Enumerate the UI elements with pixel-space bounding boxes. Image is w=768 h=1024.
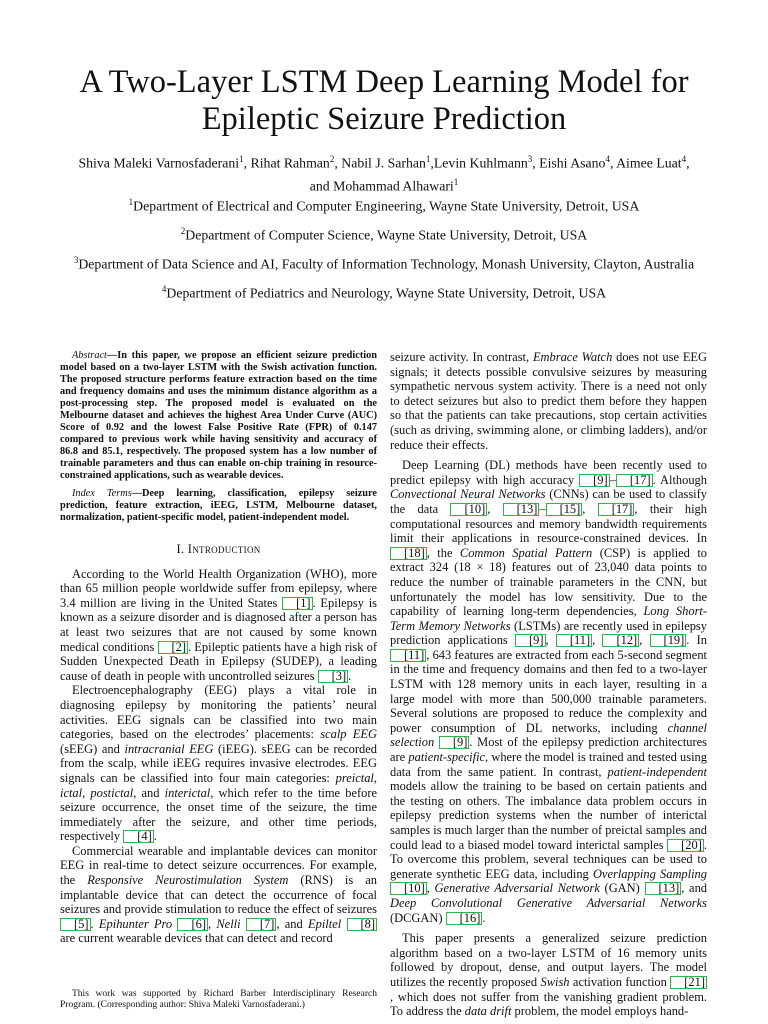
text: , [487,501,503,516]
text: problem, the model employs hand- [511,1004,689,1019]
text: , the [426,545,460,560]
text: This paper presents a generalized seizure prediction algorithm based on a two-layer LSTM of 16 memory units followed by dropout, dense, and output layers. The model utilizes the recently proposed [390,931,707,989]
text: , and [276,916,309,931]
text: , [426,881,435,896]
citation-link[interactable]: [9] [439,736,470,749]
author-name: , Rihat Rahman [243,155,330,171]
italic-term: Embrace Watch [532,350,613,364]
author-name: , Nabil J. Sarhan [334,155,426,171]
text: . Epilepsy is known as a seizure disorder and is diagnosed after a person has at least two seizures that are not caused by some known medical conditions [60,595,377,654]
text: (CNNs) can be used to classify the data [390,487,707,516]
text: Commercial wearable and implantable devices can monitor EEG in real-time to detect seizure occurrences. For example, the [60,843,377,888]
italic-term: Generative Adversarial Network [434,881,600,896]
italic-term: ictal [60,785,83,800]
citation-link[interactable]: [4] [123,830,154,843]
text: . To overcome this problem, several techniques can be used to generate synthetic EEG data, including [390,837,707,881]
paragraph-r1 [390,350,707,452]
text: , which does not suffer from the vanishing gradient problem. To address the [390,989,707,1019]
abstract-text: —In this paper, we propose an efficient seizure prediction model based on a two-layer LSTM with the Swish activation function. The proposed structure performs feature extraction based on the time and frequency domains and uses the minimum distance algorithm as a post-processing step. The proposed model is evaluated on the Melbourne dataset and achieves the highest Area Under Curve (AUC) Score of 0.92 and the lowest False Positive Rate (FPR) of 0.147 compared to previous work while having sensitivity and accuracy of 86.8 and 85.1, respectively. The proposed system has a low number of trainable parameters and thus can enable on-chip training in resource-constrained applications, such as wearable devices. [60,350,377,481]
citation-link[interactable]: [20] [667,839,704,852]
author-name: Shiva Maleki Varnosfaderani [78,155,240,171]
text: , their high computational resources and memory bandwidth requirements limit their applications in resource-constrained devices. In [390,501,707,546]
paragraph-1 [60,567,377,684]
citation-link[interactable]: [12] [602,634,639,647]
text: activation function [569,974,671,989]
author-sup: 4 [605,154,610,164]
citation-link[interactable]: [2] [158,641,189,654]
paragraph-r2 [390,458,707,925]
author-sup: 1 [425,154,431,164]
italic-term: interictal [164,785,211,800]
text: – [539,501,546,516]
citation-link[interactable]: [19] [650,634,687,647]
italic-term: Convectional Neural Networks [390,487,546,502]
affiliation-sup: 4 [161,284,167,294]
text: (iEEG). sEEG can be recorded from the scalp, while iEEG requires invasive electrodes. EEG signals can be classified into four main categories: [60,741,377,785]
citation-link[interactable]: [1] [282,597,313,610]
italic-term: intracranial EEG [124,741,214,756]
text: are current wearable devices that can detect and record [60,931,333,946]
text: , and [681,881,708,896]
citation-link[interactable]: [17] [616,474,653,487]
text: Deep Learning (DL) methods have been recently used to predict epilepsy with high accuracy [390,458,707,487]
affiliation-sup: 2 [180,226,186,236]
title-line-1: A Two-Layer LSTM Deep Learning Model for [79,64,689,100]
citation-link[interactable]: [11] [556,634,592,647]
text: , [373,770,377,785]
text: (CSP) is applied to extract 324 (18 × 18) features out of 23,040 data points to reduce the number of trainable parameters in the CNN, but unfortunately the model has low sensitivity. Due to the capability of learning long-term dependencies, [390,545,707,619]
index-terms-text: —Deep learning, classification, epilepsy seizure prediction, feature extraction, iEEG, LSTM, Melbourne dataset, normalization, patient-specific model, patient-independent model. [60,488,377,523]
text: (RNS) is an implantable device that can detect the occurrence of focal seizures and provide stimulation to reduce the effect of seizures [60,873,377,917]
author-sup: 3 [527,154,533,164]
citation-link[interactable]: [9] [515,634,546,647]
author-name: , Aimee Luat [609,155,682,171]
text: Electroencephalography (EEG) plays a vital role in diagnosing epilepsy by monitoring the patients’ neural activities. EEG signals can be classified into two main categories, based on the electrodes’ placements: [60,683,377,742]
text: . [90,916,99,931]
text: , where the model is trained and tested using data from the same patient. In contrast, [390,750,707,779]
citation-link[interactable]: [15] [546,503,583,516]
citation-link[interactable]: [3] [318,670,349,683]
text: , [592,633,603,648]
citation-link[interactable]: [13] [503,503,540,516]
italic-term: Nelli [216,916,241,931]
text: models allow the training to be based on certain patients and the testing on others. The imbalance data problem occurs in epilepsy prediction systems when the number of interictal samples is much larger than the number of preictal samples and could lead to a biased model toward interictal samples [390,779,707,852]
affiliation-text: Department of Pediatrics and Neurology, Wayne State University, Detroit, USA [166,285,607,301]
author-name: , Eishi Asano [532,155,606,171]
author-list [40,150,728,195]
italic-term: preictal [335,770,374,785]
title-line-2: Epileptic Seizure Prediction [201,101,567,137]
abstract [60,350,377,482]
text: (GAN) [599,881,645,896]
abstract-label: Abstract [72,350,107,361]
affiliation-1 [30,197,738,215]
text: (sEEG) and [60,741,125,756]
affiliation-text: Department of Computer Science, Wayne State University, Detroit, USA [185,227,588,243]
citation-link[interactable]: [6] [177,918,208,931]
text: , [207,916,217,931]
footnote: This work was supported by Richard Barber Interdisciplinary Research Program. (Corresponding author: Shiva Maleki Varnosfaderani.) [60,989,377,1011]
text: . Epileptic patients have a high risk of Sudden Unexpected Death in Epilepsy (SUDEP), a leading cause of death in people with uncontrolled seizures [60,639,377,683]
text: According to the World Health Organization (WHO), more than 65 million people worldwide suffer from epilepsy, where 3.4 million are living in the United States [60,566,377,610]
right-column [390,350,707,1019]
paragraph-r3 [390,931,707,1019]
text: , [82,785,91,800]
italic-term: Deep Convolutional Generative Adversarial Networks [390,895,707,910]
affiliation-sup: 3 [73,255,79,265]
italic-term: patient-independent [607,764,707,779]
italic-term: Long Short-Term Memory Networks [390,604,708,633]
citation-link[interactable]: [17] [598,503,635,516]
text: . Most of the epilepsy prediction architectures are [390,735,708,765]
text: , 643 features are extracted from each 5-second segment in the time and frequency domains and then fed to a two-layer LSTM with 128 memory units in each layer, resulting in a large model with more than 500,000 trainable parameters. Several solutions are proposed to reduce the complexity and power consumption of DL networks, including [390,647,707,735]
citation-link[interactable]: [10] [390,882,427,895]
affiliation-2 [30,226,738,244]
citation-link[interactable]: [18] [390,547,427,560]
citation-link[interactable]: [5] [60,918,91,931]
italic-term: Responsive Neurostimulation System [87,873,289,888]
citation-link[interactable]: [21] [670,976,707,989]
text: – [609,472,616,487]
text: , which refer to the time before seizure occurrence, the onset time of the seizure, the time immediately after the seizure, and other time periods, respectively [60,785,377,844]
text: , and [133,785,165,800]
text: seizure activity. In contrast, [390,350,533,364]
text: (LSTMs) are recently used in epilepsy prediction applications [390,618,707,648]
italic-term: Overlapping Sampling [592,866,707,881]
italic-term: Epiltel [308,916,342,931]
italic-term: scalp EEG [320,727,377,742]
citation-link[interactable]: [9] [579,474,610,487]
author-sup: 2 [329,154,335,164]
text: . [153,829,157,844]
author-sup: 4 [681,154,687,164]
paper-title [40,64,728,138]
text: , [639,633,650,648]
author-name: ,Levin Kuhlmann [430,155,528,171]
citation-link[interactable]: [7] [246,918,277,931]
citation-link[interactable]: [11] [390,649,426,662]
author-sup: 1 [239,154,244,164]
citation-link[interactable]: [13] [645,882,682,895]
text: . Although [652,472,707,487]
paragraph-3 [60,844,377,946]
paragraph-2 [60,683,377,844]
text: , [582,501,598,516]
section-name: Introduction [187,542,261,556]
affiliation-sup: 1 [128,197,134,207]
italic-term: Epihunter Pro [98,916,173,931]
affiliation-text: Department of Electrical and Computer Engineering, Wayne State University, Detroit, USA [133,198,640,214]
text: (DCGAN) [390,910,446,925]
author-name: and Mohammad Alhawari [309,178,454,194]
italic-term: postictal [90,785,134,800]
text: . [348,668,352,683]
author-name: , [686,155,690,171]
affiliation-4 [30,284,738,302]
citation-link[interactable]: [8] [347,918,378,931]
italic-term: patient-specific [408,750,486,765]
index-terms-label: Index Terms [72,488,132,499]
affiliation-3 [30,255,738,273]
text: . [482,910,486,925]
citation-link[interactable]: [16] [446,912,483,925]
italic-term: channel selection [390,720,707,750]
author-sup: 1 [453,176,459,187]
italic-term: Swish [540,974,570,989]
section-heading-introduction [60,542,377,557]
left-column [60,350,377,946]
italic-term: Common Spatial Pattern [459,545,593,560]
index-terms [60,488,377,524]
affiliation-text: Department of Data Science and AI, Faculty of Information Technology, Monash University, Clayton, Australia [78,256,695,272]
citation-link[interactable]: [10] [450,503,487,516]
text: , [545,633,556,648]
text: . In [686,633,707,648]
italic-term: data drift [464,1004,512,1019]
text: does not use EEG signals; it detects possible convulsive seizures by measuring sympathetic nervous system activity. There is a need not only to detect seizures but also to predict them before they happen so that the patients can take precautions, stop certain activities (such as driving, swimming alone, or climbing ladders), and/or reduce their effects. [390,350,708,452]
section-number: I. [176,542,188,556]
